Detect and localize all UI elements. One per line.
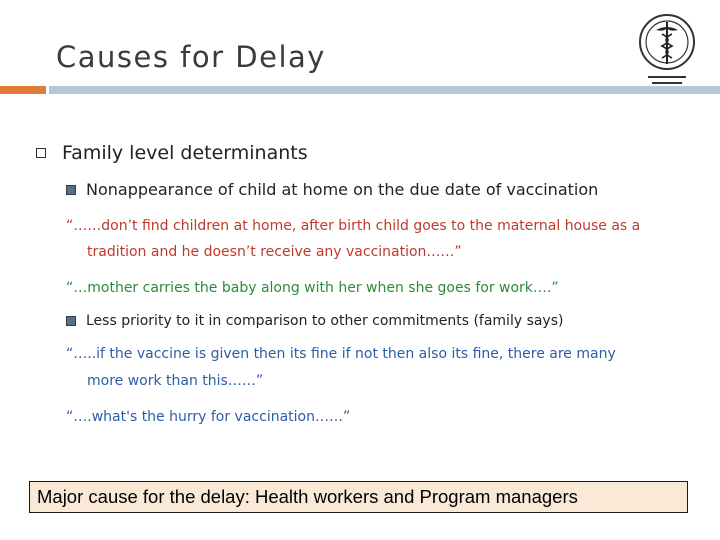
quote-1-line-2: tradition and he doesn’t receive any vaccination……” xyxy=(87,244,462,260)
filled-square-bullet-icon xyxy=(66,185,76,195)
sub-bullet-nonappearance: Nonappearance of child at home on the due date of vaccination xyxy=(86,180,599,199)
major-cause-text: Major cause for the delay: Health workers and Program managers xyxy=(37,486,578,507)
bullet-nonappearance xyxy=(66,180,598,199)
accent-bar-orange xyxy=(0,86,46,94)
bullet-family-level xyxy=(36,142,308,164)
quote-2: “…mother carries the baby along with her when she goes for work….” xyxy=(66,280,559,296)
major-cause-box xyxy=(29,481,688,513)
quote-3-line-1: “…..if the vaccine is given then its fine if not then also its fine, there are many xyxy=(66,346,616,362)
slide-title: Causes for Delay xyxy=(56,40,326,74)
quote-4: “….what's the hurry for vaccination……” xyxy=(66,409,351,425)
quote-3-line-2: more work than this……” xyxy=(87,373,264,389)
filled-square-bullet-icon xyxy=(66,316,76,326)
quote-1-line-1: “……don’t find children at home, after birth child goes to the maternal house as a xyxy=(66,218,641,234)
bullet-less-priority xyxy=(66,313,563,329)
sub-bullet-less-priority: Less priority to it in comparison to other commitments (family says) xyxy=(86,313,564,329)
heading-family-level: Family level determinants xyxy=(62,142,308,164)
accent-bar-blue xyxy=(49,86,720,94)
hollow-square-bullet-icon xyxy=(36,148,46,158)
caduceus-emblem-icon xyxy=(634,12,700,92)
